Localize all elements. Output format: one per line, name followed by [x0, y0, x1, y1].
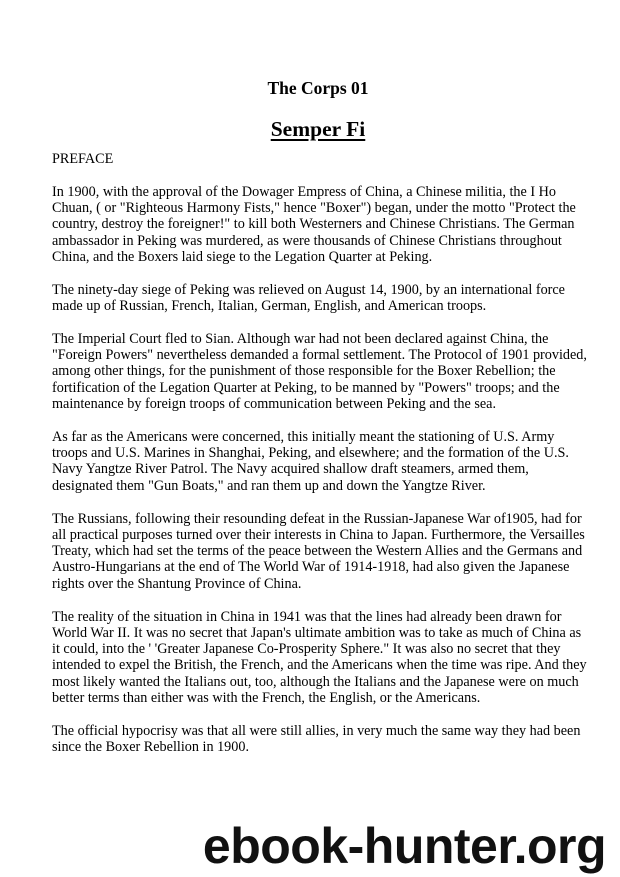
preface-heading: PREFACE: [52, 151, 114, 167]
paragraph: The official hypocrisy was that all were still allies, in very much the same way they had been since the Boxer Rebellion in 1900.: [52, 722, 581, 756]
page-title: The Corps 01: [267, 78, 369, 98]
paragraph: The ninety-day siege of Peking was relieved on August 14, 1900, by an international force made up of Russian, French, Italian, German, English, and American troops.: [52, 281, 565, 315]
paragraph: The Russians, following their resounding defeat in the Russian-Japanese War of1905, had for all practical purposes turned over their interests in China to Japan. Furthermore, the Versailles Treaty, which had set the terms of the peace between the Western Allies and the Germans and Austro-Hungarians at the end of The World War of 1914-1918, had also given the Japanese rights over the Shantung Province of China.: [52, 510, 585, 592]
paragraph: The Imperial Court fled to Sian. Although war had not been declared against China, the "Foreign Powers" nevertheless demanded a formal settlement. The Protocol of 1901 provided, among other things, for the punishment of those responsible for the Boxer Rebellion; the fortification of the Legation Quarter at Peking, to be manned by "Powers" troops; and the maintenance by foreign troops of communication between Peking and the sea.: [52, 330, 587, 413]
watermark-text: ebook-hunter.org: [202, 818, 606, 874]
paragraph: In 1900, with the approval of the Dowager Empress of China, a Chinese militia, the I Ho Chuan, ( or "Righteous Harmony Fists," hence "Boxer") began, under the motto "Protect the country, destroy the foreigner!" to kill both Westerners and Chinese Christians. The German ambassador in Peking was murdered, as were thousands of Chinese Christians throughout China, and the Boxers laid siege to the Legation Quarter at Peking.: [52, 183, 576, 265]
page-subtitle: Semper Fi: [270, 117, 366, 141]
document-body: [52, 151, 592, 772]
paragraph: The reality of the situation in China in 1941 was that the lines had already been drawn for World War II. It was no secret that Japan's ultimate ambition was to take as much of China as it could, into the ' 'Greater Japanese Co-Prosperity Sphere." It was also no secret that they intended to expel the British, the French, and the Americans when the time was ripe. And they most likely wanted the Italians out, too, although the Italians and the Japanese were on much better terms than either was with the French, the English, or the Americans.: [52, 608, 587, 707]
paragraph: As far as the Americans were concerned, this initially meant the stationing of U.S. Army troops and U.S. Marines in Shanghai, Peking, and elsewhere; and the formation of the U.S. Navy Yangtze River Patrol. The Navy acquired shallow draft steamers, armed them, designated them "Gun Boats," and ran them up and down the Yangtze River.: [52, 428, 569, 494]
